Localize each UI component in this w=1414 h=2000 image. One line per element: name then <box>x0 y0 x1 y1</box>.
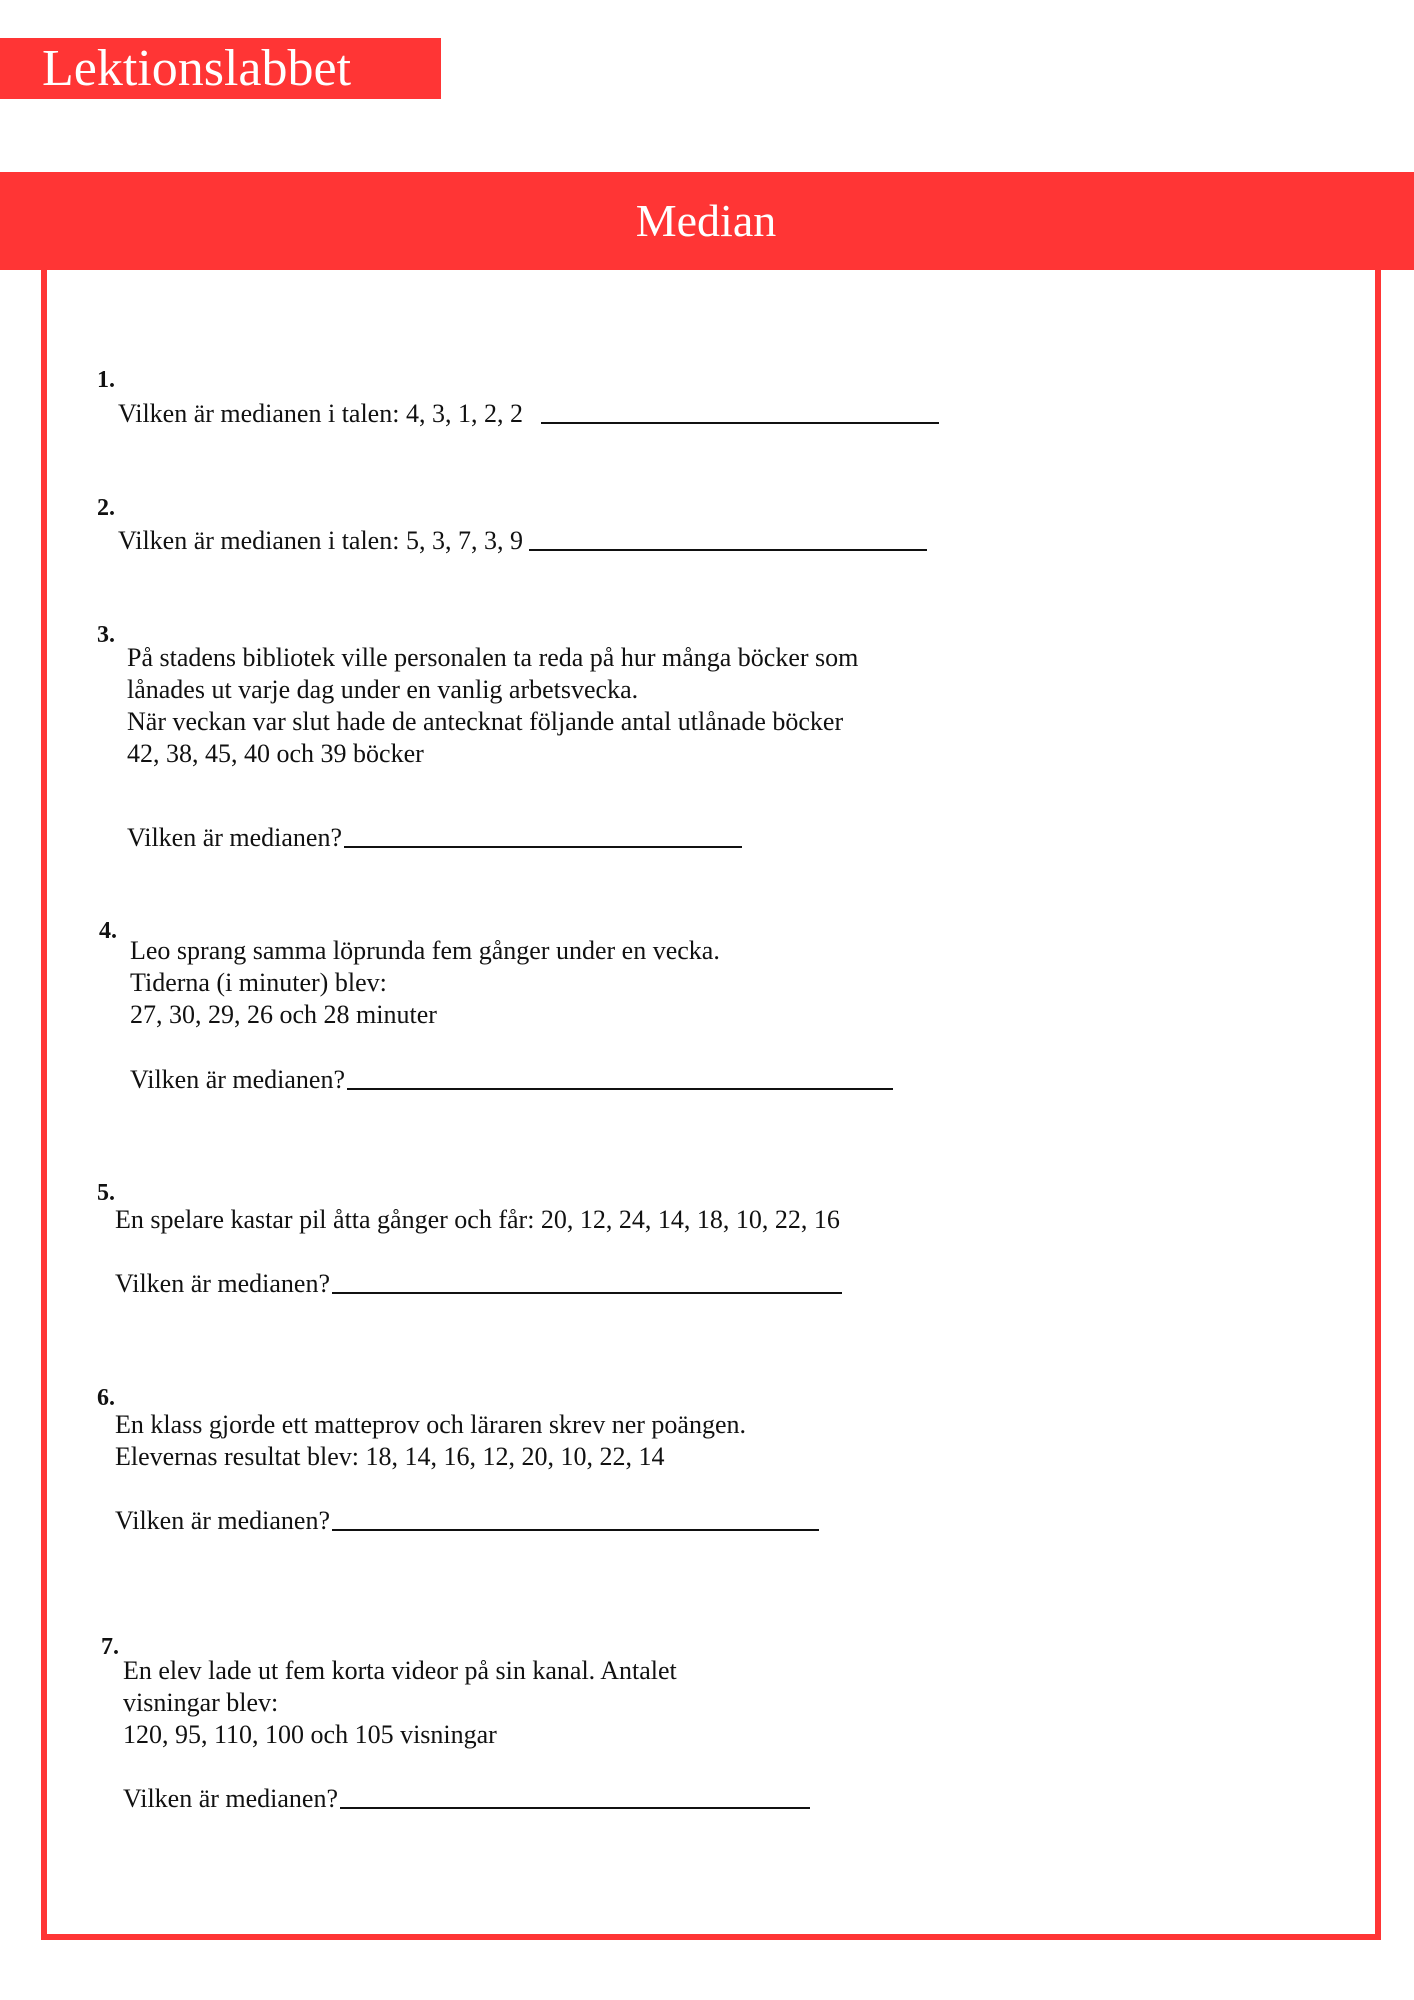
question-7-prompt: Vilken är medianen? <box>123 1784 339 1813</box>
question-3-line-1: På stadens bibliotek ville personalen ta reda på hur många böcker som <box>127 643 859 672</box>
question-3-line-2: lånades ut varje dag under en vanlig arbetsvecka. <box>127 675 639 704</box>
question-3-line-3: När veckan var slut hade de antecknat följande antal utlånade böcker <box>127 707 844 736</box>
answer-line-5[interactable] <box>332 1291 842 1294</box>
question-6 <box>115 1409 746 1473</box>
brand-logo <box>0 38 441 99</box>
worksheet-title: Median <box>635 195 777 246</box>
question-4-line-3: 27, 30, 29, 26 och 28 minuter <box>130 1000 437 1029</box>
question-2 <box>118 525 927 557</box>
question-7-number: 7. <box>101 1634 119 1660</box>
question-3-prompt-row <box>127 822 742 854</box>
answer-line-3[interactable] <box>344 845 742 848</box>
question-4-number: 4. <box>99 918 117 944</box>
question-7 <box>123 1655 677 1751</box>
question-5-line-1: En spelare kastar pil åtta gånger och får: 20, 12, 24, 14, 18, 10, 22, 16 <box>115 1205 840 1234</box>
question-5-prompt: Vilken är medianen? <box>115 1269 331 1298</box>
brand-name: Lektionslabbet <box>42 40 352 97</box>
question-2-line <box>118 525 927 557</box>
question-7-line-2: visningar blev: <box>123 1688 279 1717</box>
question-3-line-4: 42, 38, 45, 40 och 39 böcker <box>127 739 424 768</box>
question-1-text: Vilken är medianen i talen: 4, 3, 1, 2, 2 <box>118 399 523 428</box>
question-6-line-1: En klass gjorde ett matteprov och läraren skrev ner poängen. <box>115 1410 746 1439</box>
question-1 <box>118 398 939 430</box>
question-4-prompt-row <box>130 1064 893 1096</box>
question-5-number: 5. <box>97 1180 115 1206</box>
question-7-line-1: En elev lade ut fem korta videor på sin kanal. Antalet <box>123 1656 677 1685</box>
question-4-line-2: Tiderna (i minuter) blev: <box>130 968 387 997</box>
question-4-line-1: Leo sprang samma löprunda fem gånger under en vecka. <box>130 936 720 965</box>
question-4 <box>130 935 720 1031</box>
question-3-prompt: Vilken är medianen? <box>127 823 343 852</box>
question-3 <box>127 642 858 770</box>
question-6-prompt-row <box>115 1505 819 1537</box>
answer-line-4[interactable] <box>347 1087 893 1090</box>
answer-line-6[interactable] <box>332 1528 819 1531</box>
question-4-prompt: Vilken är medianen? <box>130 1065 346 1094</box>
question-1-number: 1. <box>97 367 115 393</box>
question-7-line-3: 120, 95, 110, 100 och 105 visningar <box>123 1720 497 1749</box>
question-5-prompt-row <box>115 1268 842 1300</box>
question-3-number: 3. <box>97 622 115 648</box>
question-1-line <box>118 398 939 430</box>
question-2-text: Vilken är medianen i talen: 5, 3, 7, 3, 9 <box>118 526 523 555</box>
question-2-number: 2. <box>97 495 115 521</box>
question-5 <box>115 1204 840 1236</box>
question-7-prompt-row <box>123 1783 810 1815</box>
question-6-line-2: Elevernas resultat blev: 18, 14, 16, 12, 20, 10, 22, 14 <box>115 1442 665 1471</box>
answer-line-1[interactable] <box>541 421 939 424</box>
answer-line-2[interactable] <box>529 548 927 551</box>
question-6-number: 6. <box>97 1385 115 1411</box>
question-6-prompt: Vilken är medianen? <box>115 1506 331 1535</box>
answer-line-7[interactable] <box>340 1806 810 1809</box>
